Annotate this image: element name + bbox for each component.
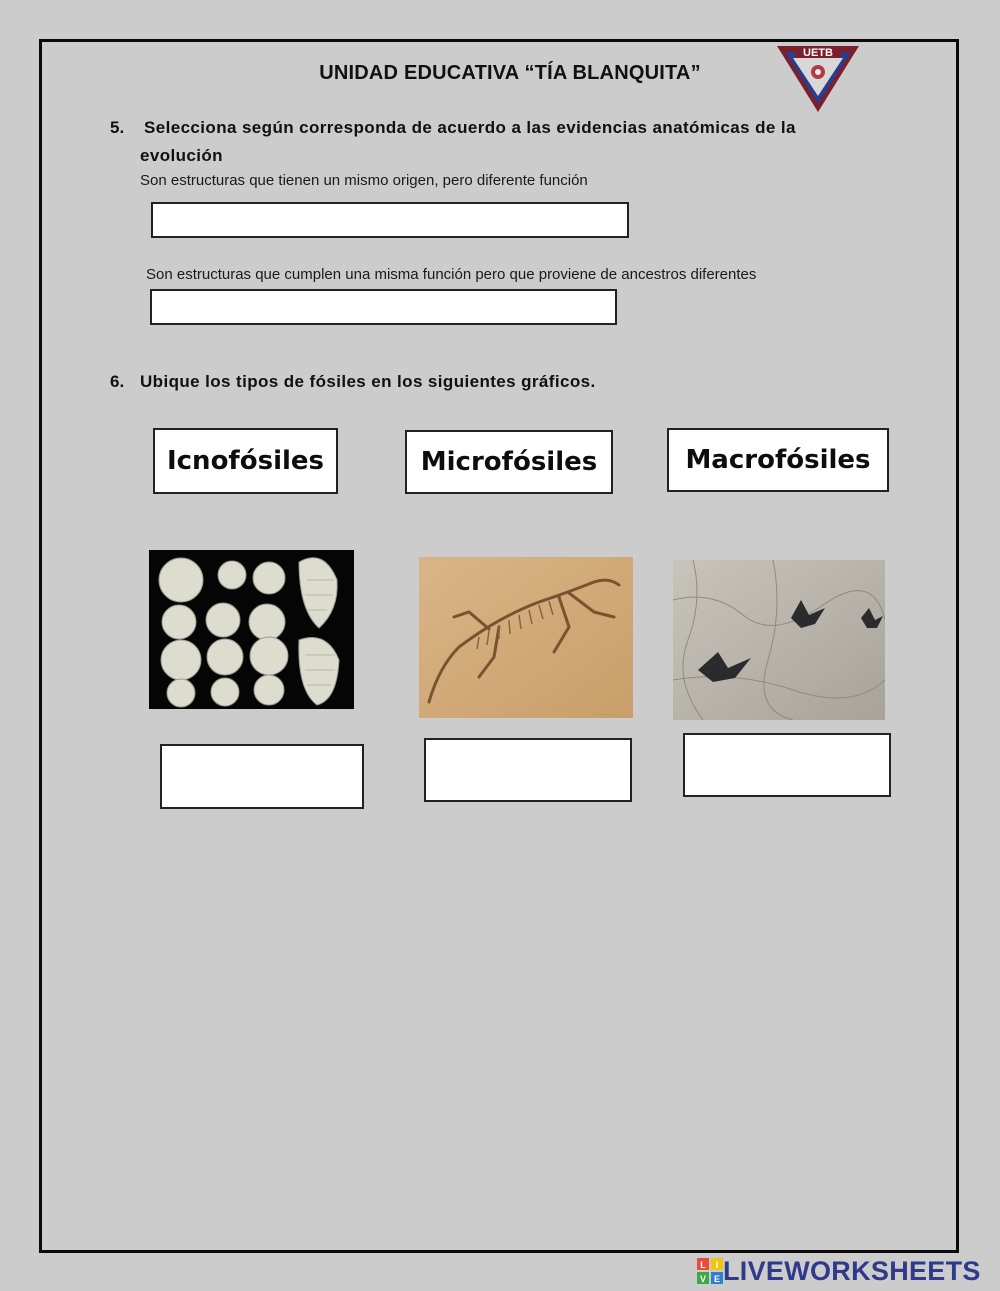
answer-input-homologous[interactable] bbox=[151, 202, 629, 238]
liveworksheets-badge-icon bbox=[697, 1258, 723, 1284]
school-logo bbox=[773, 42, 863, 114]
option-macrofosiles[interactable]: Macrofósiles bbox=[667, 428, 889, 492]
answer-input-analogous[interactable] bbox=[150, 289, 617, 325]
question-5-number: 5. bbox=[110, 118, 125, 137]
liveworksheets-brand-text: LIVEWORKSHEETS bbox=[723, 1255, 981, 1286]
svg-text:I: I bbox=[715, 1260, 719, 1270]
drop-target-1[interactable] bbox=[160, 744, 364, 809]
question-6-number: 6. bbox=[110, 372, 125, 391]
svg-text:V: V bbox=[699, 1274, 707, 1284]
question-5-text-line1: Selecciona según corresponda de acuerdo a las evidencias anatómicas de la bbox=[144, 118, 796, 137]
drop-target-2[interactable] bbox=[424, 738, 632, 802]
option-icnofosiles[interactable]: Icnofósiles bbox=[153, 428, 338, 494]
drop-target-3[interactable] bbox=[683, 733, 891, 797]
liveworksheets-logo[interactable] bbox=[697, 1256, 981, 1286]
svg-text:. . . . .: . . . . . bbox=[599, 710, 617, 717]
reptile-skeleton-fossil-photo bbox=[419, 557, 633, 718]
microfossil-shells-photo bbox=[149, 550, 354, 709]
question-5-prompt-analogous: Son estructuras que cumplen una misma función pero que proviene de ancestros diferentes bbox=[146, 266, 757, 283]
page-title: UNIDAD EDUCATIVA “TÍA BLANQUITA” bbox=[319, 62, 701, 84]
svg-text:L: L bbox=[700, 1260, 706, 1270]
svg-text:E: E bbox=[713, 1274, 721, 1284]
question-6-text: Ubique los tipos de fósiles en los siguientes gráficos. bbox=[140, 372, 596, 391]
question-5-text-line2: evolución bbox=[140, 146, 223, 165]
question-5-prompt-homologous: Son estructuras que tienen un mismo origen, pero diferente función bbox=[140, 172, 588, 189]
logo-text: UETB bbox=[803, 47, 833, 59]
option-microfosiles[interactable]: Microfósiles bbox=[405, 430, 613, 494]
dinosaur-footprints-photo bbox=[673, 560, 885, 720]
